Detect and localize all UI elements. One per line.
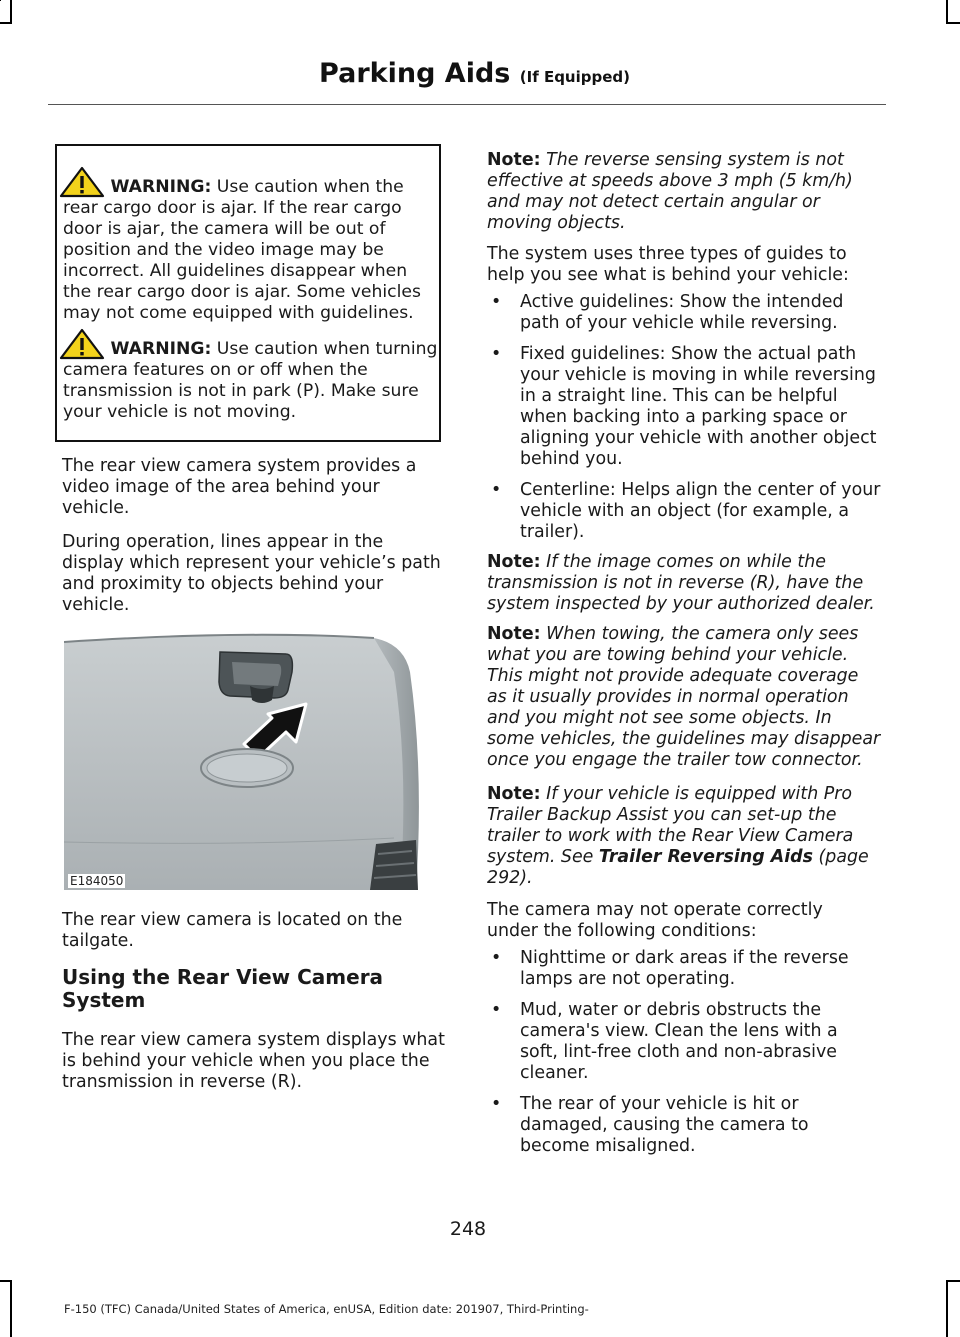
paragraph: The rear view camera is located on the tailgate. — [62, 910, 403, 951]
crop-mark — [0, 1280, 12, 1282]
paragraph: The rear view camera system displays what is behind your vehicle when you place the transmission in reverse (R). — [62, 1030, 445, 1092]
crop-mark — [946, 22, 960, 24]
crop-mark — [946, 0, 948, 22]
conditions-list — [487, 948, 881, 1167]
note-label: Note: — [487, 784, 541, 804]
list-item: • The rear of your vehicle is hit or damaged, causing the camera to become misaligned. — [487, 1094, 881, 1157]
section-title: Parking Aids — [319, 58, 511, 89]
crop-mark — [10, 0, 12, 22]
note — [487, 552, 881, 615]
warning-text: Use caution when turning camera features on or off when the transmission is not in park (P). Make sure your vehicle is not moving. — [63, 339, 438, 422]
warning-2 — [63, 328, 439, 423]
tailgate-illustration — [64, 632, 421, 890]
paragraph: The system uses three types of guides to help you see what is behind your vehicle: — [487, 244, 849, 285]
warning-triangle-icon — [59, 166, 105, 198]
list-item: • Centerline: Helps align the center of your vehicle with an object (for example, a trailer). — [487, 480, 881, 543]
cross-reference-link[interactable]: Trailer Reversing Aids — [598, 847, 813, 867]
crop-mark — [946, 1280, 948, 1337]
crop-mark — [946, 1280, 960, 1282]
note — [487, 150, 867, 234]
page-footer: F-150 (TFC) Canada/United States of America, enUSA, Edition date: 201907, Third-Printing- — [64, 1302, 589, 1316]
warning-text: Use caution when the rear cargo door is ajar. If the rear cargo door is ajar, the camera will be out of position and the video image may be incorrect. All guidelines disappear when the rear cargo door is ajar. Some vehicles may not come equipped with guidelines. — [63, 177, 421, 323]
header-rule — [48, 104, 886, 105]
section-subtitle: (If Equipped) — [519, 68, 630, 86]
paragraph: The camera may not operate correctly under the following conditions: — [487, 900, 823, 941]
crop-mark — [0, 0, 1, 1]
note-label: Note: — [487, 552, 541, 572]
list-item: • Fixed guidelines: Show the actual path your vehicle is moving in while reversing in a straight line. This can be helpful when backing into a parking space or aligning your vehicle with another object behind you. — [487, 344, 881, 470]
warning-label: WARNING: — [110, 339, 212, 359]
crop-mark — [0, 22, 12, 24]
note — [487, 784, 877, 889]
note-text: The reverse sensing system is not effective at speeds above 3 mph (5 km/h) and may not detect certain angular or moving objects. — [487, 150, 853, 233]
crop-mark — [10, 1280, 12, 1337]
warning-label: WARNING: — [110, 177, 212, 197]
note-text: If your vehicle is equipped with Pro Trailer Backup Assist you can set-up the trailer to work with the Rear View Camera system. See — [487, 784, 854, 867]
note — [487, 624, 881, 771]
page-header — [319, 58, 630, 89]
list-item: • Nighttime or dark areas if the reverse lamps are not operating. — [487, 948, 881, 990]
paragraph: The rear view camera system provides a video image of the area behind your vehicle. — [62, 456, 417, 518]
note-label: Note: — [487, 150, 541, 170]
figure-label: E184050 — [70, 874, 124, 888]
note-label: Note: — [487, 624, 541, 644]
warning-triangle-icon — [59, 328, 105, 360]
section-heading: Using the Rear View Camera System — [62, 965, 384, 1012]
paragraph: During operation, lines appear in the display which represent your vehicle’s path and proximity to objects behind your vehicle. — [62, 532, 441, 615]
warning-1 — [63, 166, 439, 324]
page-number: 248 — [449, 1218, 487, 1240]
note-text: When towing, the camera only sees what you are towing behind your vehicle. This might not provide adequate coverage as it usually provides in normal operation and you might not see some objects. In some vehicles, the guidelines may disappear once you engage the trailer tow connector. — [487, 624, 881, 770]
note-text: If the image comes on while the transmission is not in reverse (R), have the system inspected by your authorized dealer. — [487, 552, 875, 614]
guides-list — [487, 292, 881, 553]
tailgate-camera-figure — [64, 632, 421, 890]
list-item: • Active guidelines: Show the intended path of your vehicle while reversing. — [487, 292, 881, 334]
note-text: (page 292). — [487, 847, 869, 888]
list-item: • Mud, water or debris obstructs the camera's view. Clean the lens with a soft, lint-free cloth and non-abrasive cleaner. — [487, 1000, 881, 1084]
